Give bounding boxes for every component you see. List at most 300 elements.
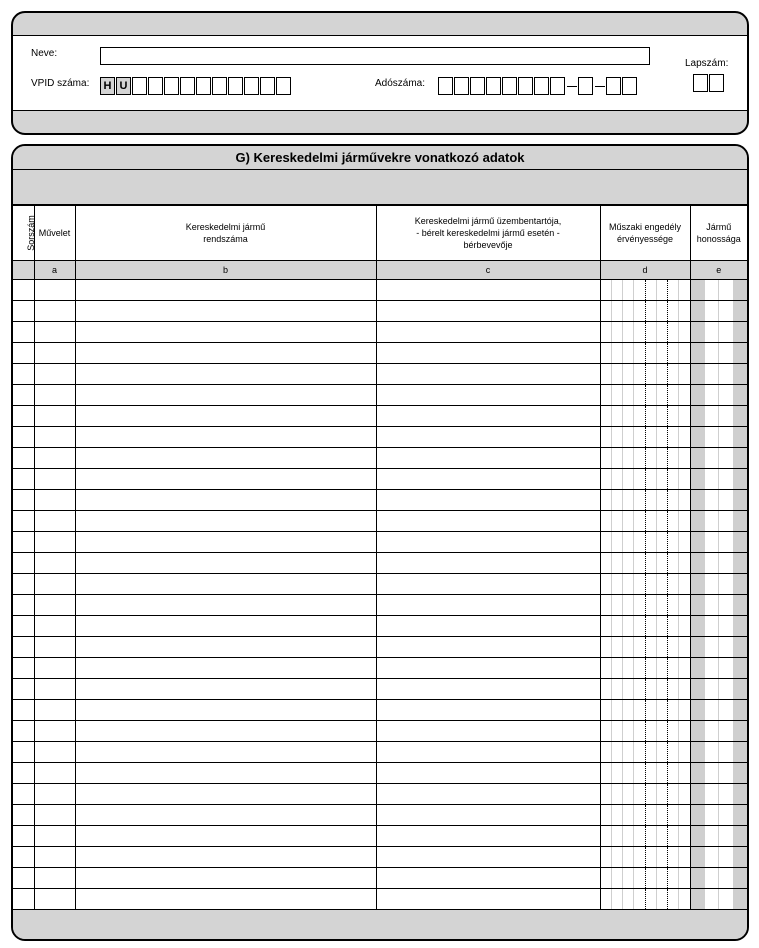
country-char-slots xyxy=(691,721,748,741)
cell-muvelet[interactable] xyxy=(34,847,75,868)
cell-muszaki[interactable] xyxy=(600,301,690,322)
column-header-uzembentarto: Kereskedelmi jármű üzembentartója, - bérelt kereskedelmi jármű esetén - bérbevevője xyxy=(376,206,600,261)
column-header-label: Sorszám xyxy=(25,215,36,251)
table-row xyxy=(13,679,747,700)
cell-muvelet[interactable] xyxy=(34,553,75,574)
char-box[interactable] xyxy=(244,77,259,95)
cell-honossag[interactable] xyxy=(690,385,747,406)
cell-muvelet[interactable] xyxy=(34,868,75,889)
date-char-slots xyxy=(601,763,690,783)
cell-rendszam[interactable] xyxy=(75,763,376,784)
char-box[interactable] xyxy=(132,77,147,95)
cell-rendszam[interactable] xyxy=(75,343,376,364)
country-char-slots xyxy=(691,511,748,531)
cell-muszaki[interactable] xyxy=(600,280,690,301)
cell-muszaki[interactable] xyxy=(600,511,690,532)
char-box[interactable] xyxy=(212,77,227,95)
cell-uzembentarto[interactable] xyxy=(376,763,600,784)
cell-muvelet[interactable] xyxy=(34,301,75,322)
country-char-slots xyxy=(691,532,748,552)
cell-uzembentarto[interactable] xyxy=(376,343,600,364)
date-char-slots xyxy=(601,343,690,363)
cell-uzembentarto[interactable] xyxy=(376,658,600,679)
cell-muvelet[interactable] xyxy=(34,742,75,763)
cell-muvelet[interactable] xyxy=(34,784,75,805)
char-box[interactable] xyxy=(518,77,533,95)
cell-rendszam[interactable] xyxy=(75,595,376,616)
cell-muszaki[interactable] xyxy=(600,868,690,889)
date-char-slots xyxy=(601,679,690,699)
cell-sorszam[interactable] xyxy=(13,721,34,742)
date-char-slots xyxy=(601,385,690,405)
date-char-slots xyxy=(601,868,690,888)
cell-uzembentarto[interactable] xyxy=(376,637,600,658)
cell-sorszam[interactable] xyxy=(13,826,34,847)
column-header-sorszam xyxy=(13,206,34,261)
cell-rendszam[interactable] xyxy=(75,280,376,301)
cell-muvelet[interactable] xyxy=(34,763,75,784)
table-header-row xyxy=(13,206,747,261)
cell-rendszam[interactable] xyxy=(75,511,376,532)
table-body xyxy=(13,280,747,910)
cell-rendszam[interactable] xyxy=(75,889,376,910)
char-box[interactable] xyxy=(550,77,565,95)
cell-honossag[interactable] xyxy=(690,511,747,532)
cell-uzembentarto[interactable] xyxy=(376,385,600,406)
cell-sorszam[interactable] xyxy=(13,595,34,616)
cell-honossag[interactable] xyxy=(690,469,747,490)
cell-muvelet[interactable] xyxy=(34,343,75,364)
cell-sorszam[interactable] xyxy=(13,469,34,490)
date-char-slots xyxy=(601,847,690,867)
table-row xyxy=(13,448,747,469)
cell-muvelet[interactable] xyxy=(34,889,75,910)
cell-honossag[interactable] xyxy=(690,742,747,763)
cell-rendszam[interactable] xyxy=(75,868,376,889)
cell-honossag[interactable] xyxy=(690,532,747,553)
cell-muvelet[interactable] xyxy=(34,406,75,427)
cell-muvelet[interactable] xyxy=(34,532,75,553)
cell-honossag[interactable] xyxy=(690,406,747,427)
cell-muszaki[interactable] xyxy=(600,490,690,511)
cell-sorszam[interactable] xyxy=(13,490,34,511)
cell-rendszam[interactable] xyxy=(75,574,376,595)
column-header-muszaki: Műszaki engedély érvényessége xyxy=(600,206,690,261)
table-row xyxy=(13,700,747,721)
cell-sorszam[interactable] xyxy=(13,574,34,595)
country-char-slots xyxy=(691,448,748,468)
country-char-slots xyxy=(691,826,748,846)
cell-muvelet[interactable] xyxy=(34,595,75,616)
prefilled-char-box: U xyxy=(116,77,131,95)
table-row xyxy=(13,637,747,658)
cell-muszaki[interactable] xyxy=(600,448,690,469)
cell-uzembentarto[interactable] xyxy=(376,490,600,511)
cell-muvelet[interactable] xyxy=(34,700,75,721)
cell-muszaki[interactable] xyxy=(600,616,690,637)
name-field[interactable] xyxy=(100,47,650,65)
char-box[interactable] xyxy=(502,77,517,95)
cell-uzembentarto[interactable] xyxy=(376,889,600,910)
cell-honossag[interactable] xyxy=(690,616,747,637)
table-row xyxy=(13,280,747,301)
cell-uzembentarto[interactable] xyxy=(376,868,600,889)
cell-muvelet[interactable] xyxy=(34,616,75,637)
cell-muvelet[interactable] xyxy=(34,385,75,406)
cell-honossag[interactable] xyxy=(690,553,747,574)
cell-muvelet[interactable] xyxy=(34,322,75,343)
cell-sorszam[interactable] xyxy=(13,448,34,469)
cell-muszaki[interactable] xyxy=(600,385,690,406)
table-row xyxy=(13,826,747,847)
cell-muszaki[interactable] xyxy=(600,406,690,427)
date-char-slots xyxy=(601,595,690,615)
char-box[interactable] xyxy=(276,77,291,95)
cell-uzembentarto[interactable] xyxy=(376,511,600,532)
char-box[interactable] xyxy=(470,77,485,95)
table-row xyxy=(13,574,747,595)
cell-muvelet[interactable] xyxy=(34,826,75,847)
table-row xyxy=(13,532,747,553)
cell-uzembentarto[interactable] xyxy=(376,364,600,385)
column-letter-uzembentarto: c xyxy=(376,261,600,280)
cell-sorszam[interactable] xyxy=(13,364,34,385)
cell-uzembentarto[interactable] xyxy=(376,322,600,343)
prefilled-char-box: H xyxy=(100,77,115,95)
country-char-slots xyxy=(691,742,748,762)
cell-rendszam[interactable] xyxy=(75,700,376,721)
cell-muvelet[interactable] xyxy=(34,469,75,490)
cell-honossag[interactable] xyxy=(690,427,747,448)
char-box[interactable] xyxy=(454,77,469,95)
cell-uzembentarto[interactable] xyxy=(376,616,600,637)
cell-rendszam[interactable] xyxy=(75,805,376,826)
country-char-slots xyxy=(691,301,748,321)
cell-muszaki[interactable] xyxy=(600,889,690,910)
cell-muszaki[interactable] xyxy=(600,574,690,595)
cell-sorszam[interactable] xyxy=(13,658,34,679)
cell-uzembentarto[interactable] xyxy=(376,448,600,469)
page-number-label: Lapszám: xyxy=(685,58,729,69)
cell-uzembentarto[interactable] xyxy=(376,826,600,847)
cell-uzembentarto[interactable] xyxy=(376,532,600,553)
cell-muszaki[interactable] xyxy=(600,784,690,805)
column-header-honossag: Jármű honossága xyxy=(690,206,747,261)
cell-muvelet[interactable] xyxy=(34,658,75,679)
cell-honossag[interactable] xyxy=(690,889,747,910)
char-box[interactable] xyxy=(606,77,621,95)
cell-uzembentarto[interactable] xyxy=(376,847,600,868)
cell-muszaki[interactable] xyxy=(600,532,690,553)
table-row xyxy=(13,889,747,910)
cell-muvelet[interactable] xyxy=(34,280,75,301)
cell-rendszam[interactable] xyxy=(75,616,376,637)
cell-honossag[interactable] xyxy=(690,868,747,889)
table-row xyxy=(13,805,747,826)
cell-muszaki[interactable] xyxy=(600,679,690,700)
cell-uzembentarto[interactable] xyxy=(376,742,600,763)
country-char-slots xyxy=(691,595,748,615)
country-char-slots xyxy=(691,763,748,783)
date-char-slots xyxy=(601,511,690,531)
cell-honossag[interactable] xyxy=(690,595,747,616)
cell-uzembentarto[interactable] xyxy=(376,700,600,721)
date-char-slots xyxy=(601,280,690,300)
char-box[interactable] xyxy=(693,74,708,92)
cell-sorszam[interactable] xyxy=(13,742,34,763)
country-char-slots xyxy=(691,280,748,300)
cell-muszaki[interactable] xyxy=(600,343,690,364)
column-letter-row xyxy=(13,261,747,280)
cell-muszaki[interactable] xyxy=(600,322,690,343)
cell-muvelet[interactable] xyxy=(34,805,75,826)
char-box[interactable] xyxy=(180,77,195,95)
cell-honossag[interactable] xyxy=(690,763,747,784)
cell-uzembentarto[interactable] xyxy=(376,805,600,826)
cell-muszaki[interactable] xyxy=(600,721,690,742)
country-char-slots xyxy=(691,385,748,405)
table-row xyxy=(13,343,747,364)
cell-honossag[interactable] xyxy=(690,343,747,364)
cell-muvelet[interactable] xyxy=(34,721,75,742)
cell-uzembentarto[interactable] xyxy=(376,721,600,742)
cell-uzembentarto[interactable] xyxy=(376,595,600,616)
cell-rendszam[interactable] xyxy=(75,553,376,574)
char-box[interactable] xyxy=(148,77,163,95)
column-header-rendszam: Kereskedelmi jármű rendszáma xyxy=(75,206,376,261)
char-box[interactable] xyxy=(709,74,724,92)
cell-sorszam[interactable] xyxy=(13,406,34,427)
cell-honossag[interactable] xyxy=(690,322,747,343)
date-char-slots xyxy=(601,805,690,825)
commercial-vehicles-panel xyxy=(11,144,749,941)
cell-rendszam[interactable] xyxy=(75,385,376,406)
date-char-slots xyxy=(601,469,690,489)
cell-honossag[interactable] xyxy=(690,364,747,385)
cell-rendszam[interactable] xyxy=(75,301,376,322)
table-row xyxy=(13,301,747,322)
cell-rendszam[interactable] xyxy=(75,406,376,427)
char-box[interactable] xyxy=(438,77,453,95)
table-row xyxy=(13,868,747,889)
cell-sorszam[interactable] xyxy=(13,322,34,343)
cell-sorszam[interactable] xyxy=(13,679,34,700)
cell-uzembentarto[interactable] xyxy=(376,574,600,595)
cell-sorszam[interactable] xyxy=(13,532,34,553)
section-spacer xyxy=(13,170,747,205)
cell-rendszam[interactable] xyxy=(75,679,376,700)
char-box[interactable] xyxy=(260,77,275,95)
country-char-slots xyxy=(691,658,748,678)
cell-muszaki[interactable] xyxy=(600,469,690,490)
cell-muvelet[interactable] xyxy=(34,427,75,448)
cell-muszaki[interactable] xyxy=(600,700,690,721)
cell-sorszam[interactable] xyxy=(13,700,34,721)
cell-uzembentarto[interactable] xyxy=(376,553,600,574)
cell-sorszam[interactable] xyxy=(13,805,34,826)
cell-sorszam[interactable] xyxy=(13,385,34,406)
table-row xyxy=(13,553,747,574)
cell-sorszam[interactable] xyxy=(13,763,34,784)
cell-muszaki[interactable] xyxy=(600,763,690,784)
cell-muszaki[interactable] xyxy=(600,553,690,574)
country-char-slots xyxy=(691,406,748,426)
date-char-slots xyxy=(601,658,690,678)
country-char-slots xyxy=(691,469,748,489)
cell-sorszam[interactable] xyxy=(13,847,34,868)
cell-rendszam[interactable] xyxy=(75,784,376,805)
cell-uzembentarto[interactable] xyxy=(376,784,600,805)
tax-number-label: Adószáma: xyxy=(375,78,426,89)
cell-rendszam[interactable] xyxy=(75,658,376,679)
cell-muvelet[interactable] xyxy=(34,574,75,595)
cell-honossag[interactable] xyxy=(690,679,747,700)
cell-rendszam[interactable] xyxy=(75,742,376,763)
cell-rendszam[interactable] xyxy=(75,490,376,511)
cell-honossag[interactable] xyxy=(690,784,747,805)
cell-muvelet[interactable] xyxy=(34,448,75,469)
char-box[interactable] xyxy=(164,77,179,95)
char-box[interactable] xyxy=(228,77,243,95)
cell-muszaki[interactable] xyxy=(600,805,690,826)
cell-muszaki[interactable] xyxy=(600,742,690,763)
cell-uzembentarto[interactable] xyxy=(376,469,600,490)
cell-rendszam[interactable] xyxy=(75,847,376,868)
cell-sorszam[interactable] xyxy=(13,616,34,637)
cell-muvelet[interactable] xyxy=(34,637,75,658)
char-box[interactable] xyxy=(196,77,211,95)
cell-sorszam[interactable] xyxy=(13,427,34,448)
country-char-slots xyxy=(691,847,748,867)
cell-rendszam[interactable] xyxy=(75,448,376,469)
name-label: Neve: xyxy=(31,48,58,59)
column-header-muvelet: Művelet xyxy=(34,206,75,261)
cell-uzembentarto[interactable] xyxy=(376,406,600,427)
table-row xyxy=(13,385,747,406)
cell-rendszam[interactable] xyxy=(75,322,376,343)
cell-rendszam[interactable] xyxy=(75,364,376,385)
taxpayer-header-panel xyxy=(11,11,749,135)
cell-uzembentarto[interactable] xyxy=(376,301,600,322)
cell-sorszam[interactable] xyxy=(13,553,34,574)
cell-muszaki[interactable] xyxy=(600,658,690,679)
country-char-slots xyxy=(691,553,748,573)
table-row xyxy=(13,364,747,385)
section-title: G) Kereskedelmi járművekre vonatkozó adatok xyxy=(13,146,747,170)
cell-sorszam[interactable] xyxy=(13,301,34,322)
cell-muvelet[interactable] xyxy=(34,679,75,700)
date-char-slots xyxy=(601,301,690,321)
cell-sorszam[interactable] xyxy=(13,280,34,301)
date-char-slots xyxy=(601,784,690,804)
cell-muvelet[interactable] xyxy=(34,364,75,385)
char-box[interactable] xyxy=(578,77,593,95)
date-char-slots xyxy=(601,364,690,384)
cell-muszaki[interactable] xyxy=(600,847,690,868)
vpid-number-field[interactable] xyxy=(100,77,292,95)
cell-honossag[interactable] xyxy=(690,658,747,679)
country-char-slots xyxy=(691,616,748,636)
cell-uzembentarto[interactable] xyxy=(376,280,600,301)
table-row xyxy=(13,469,747,490)
table-row xyxy=(13,658,747,679)
country-char-slots xyxy=(691,490,748,510)
cell-muszaki[interactable] xyxy=(600,364,690,385)
cell-honossag[interactable] xyxy=(690,574,747,595)
table-row xyxy=(13,616,747,637)
column-letter-sorszam xyxy=(13,261,34,280)
cell-honossag[interactable] xyxy=(690,721,747,742)
char-box[interactable] xyxy=(534,77,549,95)
cell-sorszam[interactable] xyxy=(13,889,34,910)
separator-dash xyxy=(594,77,606,95)
table-row xyxy=(13,721,747,742)
tax-number-field[interactable] xyxy=(438,77,638,95)
cell-honossag[interactable] xyxy=(690,301,747,322)
cell-sorszam[interactable] xyxy=(13,868,34,889)
cell-uzembentarto[interactable] xyxy=(376,427,600,448)
panel-footer xyxy=(13,909,747,939)
cell-rendszam[interactable] xyxy=(75,721,376,742)
char-box[interactable] xyxy=(622,77,637,95)
date-char-slots xyxy=(601,637,690,657)
country-char-slots xyxy=(691,784,748,804)
country-char-slots xyxy=(691,679,748,699)
cell-muvelet[interactable] xyxy=(34,511,75,532)
cell-honossag[interactable] xyxy=(690,490,747,511)
column-letter-muszaki: d xyxy=(600,261,690,280)
cell-sorszam[interactable] xyxy=(13,511,34,532)
date-char-slots xyxy=(601,742,690,762)
cell-muszaki[interactable] xyxy=(600,595,690,616)
country-char-slots xyxy=(691,700,748,720)
cell-rendszam[interactable] xyxy=(75,469,376,490)
date-char-slots xyxy=(601,826,690,846)
cell-honossag[interactable] xyxy=(690,847,747,868)
cell-sorszam[interactable] xyxy=(13,637,34,658)
taxpayer-info-area xyxy=(13,35,747,111)
cell-muszaki[interactable] xyxy=(600,427,690,448)
cell-rendszam[interactable] xyxy=(75,826,376,847)
cell-muvelet[interactable] xyxy=(34,490,75,511)
page-number-field[interactable] xyxy=(693,74,725,92)
cell-honossag[interactable] xyxy=(690,637,747,658)
table-row xyxy=(13,763,747,784)
country-char-slots xyxy=(691,868,748,888)
cell-honossag[interactable] xyxy=(690,448,747,469)
cell-muszaki[interactable] xyxy=(600,637,690,658)
date-char-slots xyxy=(601,322,690,342)
separator-dash xyxy=(566,77,578,95)
cell-honossag[interactable] xyxy=(690,280,747,301)
date-char-slots xyxy=(601,616,690,636)
cell-muszaki[interactable] xyxy=(600,826,690,847)
cell-sorszam[interactable] xyxy=(13,343,34,364)
cell-honossag[interactable] xyxy=(690,700,747,721)
char-box[interactable] xyxy=(486,77,501,95)
cell-rendszam[interactable] xyxy=(75,637,376,658)
table-row xyxy=(13,406,747,427)
cell-uzembentarto[interactable] xyxy=(376,679,600,700)
country-char-slots xyxy=(691,322,748,342)
cell-rendszam[interactable] xyxy=(75,427,376,448)
cell-rendszam[interactable] xyxy=(75,532,376,553)
cell-sorszam[interactable] xyxy=(13,784,34,805)
cell-honossag[interactable] xyxy=(690,805,747,826)
cell-honossag[interactable] xyxy=(690,826,747,847)
country-char-slots xyxy=(691,805,748,825)
date-char-slots xyxy=(601,448,690,468)
